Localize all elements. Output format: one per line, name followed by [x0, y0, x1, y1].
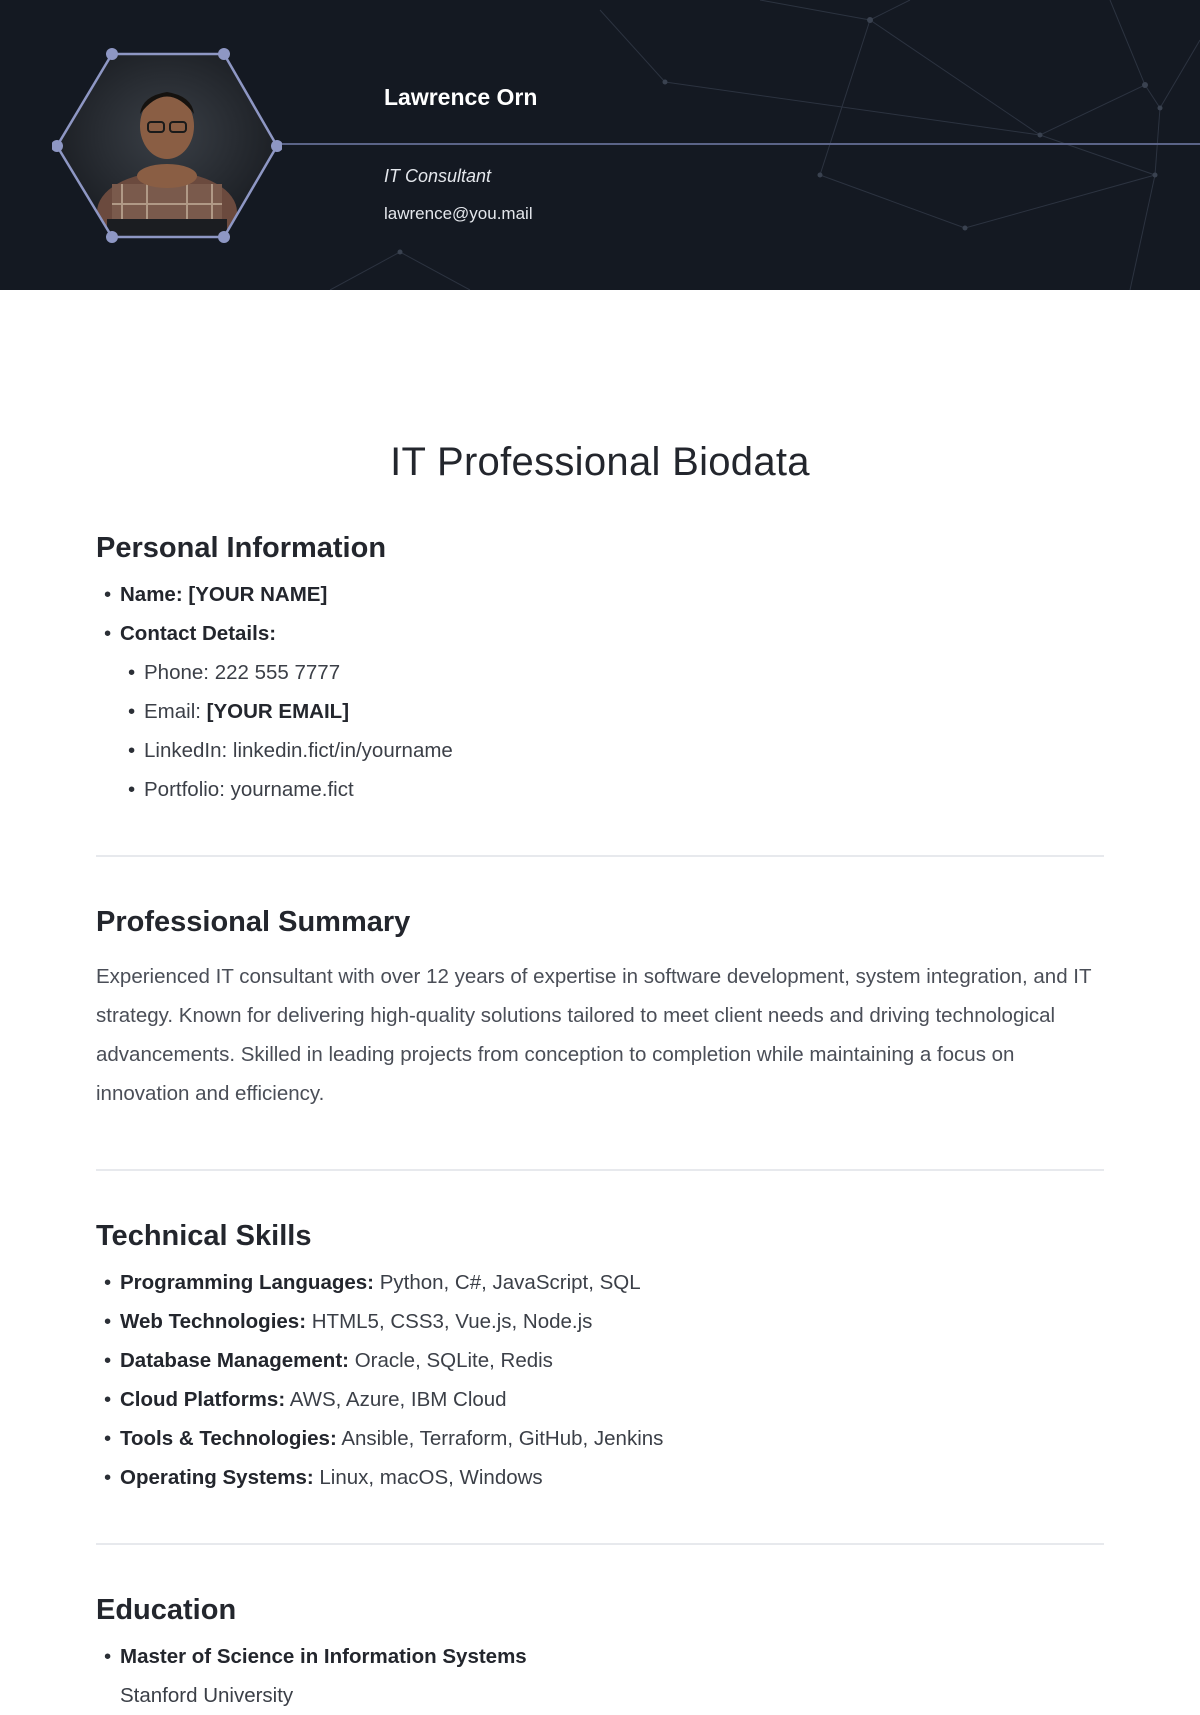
portfolio-label: Portfolio: — [144, 778, 225, 801]
skill-value: Ansible, Terraform, GitHub, Jenkins — [341, 1427, 664, 1450]
profile-photo-frame — [52, 44, 282, 246]
section-divider — [96, 1169, 1104, 1171]
skill-label: Web Technologies: — [120, 1310, 307, 1333]
document-body — [0, 290, 1200, 1707]
linkedin-value: linkedin.fict/in/yourname — [232, 739, 453, 762]
section-heading: Personal Information — [96, 532, 387, 564]
section-divider — [96, 1543, 1104, 1545]
skills-list — [96, 1263, 1104, 1497]
phone-label: Phone: — [144, 661, 209, 684]
skill-label: Tools & Technologies: — [120, 1427, 337, 1450]
education-list — [96, 1637, 1104, 1676]
list-item — [96, 1263, 1104, 1302]
header-banner — [0, 0, 1200, 290]
skill-value: Oracle, SQLite, Redis — [354, 1349, 553, 1372]
list-item — [96, 1341, 1104, 1380]
list-item — [96, 575, 1104, 614]
name-label: Name: — [120, 583, 183, 606]
section-heading: Education — [96, 1594, 237, 1626]
header-name: Lawrence Orn — [384, 84, 538, 110]
list-item — [96, 1302, 1104, 1341]
technical-skills-section — [96, 1220, 1104, 1497]
skill-label: Operating Systems: — [120, 1466, 314, 1489]
contact-details-label: Contact Details: — [120, 622, 277, 645]
skill-value: AWS, Azure, IBM Cloud — [289, 1388, 507, 1411]
avatar — [52, 44, 282, 246]
list-item — [96, 1458, 1104, 1497]
skill-value: Linux, macOS, Windows — [319, 1466, 543, 1489]
summary-text: Experienced IT consultant with over 12 years of expertise in software development, system integration, and IT strategy. Known for delivering high-quality solutions tailored to meet client needs and driving technological advancements. Skilled in leading projects from conception to completion while maintaining a focus on innovation and efficiency. — [96, 965, 1092, 1105]
personal-information-section — [96, 532, 1104, 809]
header-job-title: IT Consultant — [384, 166, 492, 186]
email-label: Email: — [144, 700, 201, 723]
professional-summary-section — [96, 906, 1104, 1113]
section-heading: Professional Summary — [96, 906, 411, 938]
linkedin-label: LinkedIn: — [144, 739, 228, 762]
skill-label: Database Management: — [120, 1349, 349, 1372]
skill-label: Programming Languages: — [120, 1271, 375, 1294]
document-title: IT Professional Biodata — [390, 440, 810, 484]
email-value: [YOUR EMAIL] — [206, 700, 350, 723]
list-item — [96, 770, 1104, 809]
header-email: lawrence@you.mail — [384, 204, 533, 223]
name-value: [YOUR NAME] — [188, 583, 328, 606]
list-item — [96, 1380, 1104, 1419]
skill-label: Cloud Platforms: — [120, 1388, 286, 1411]
school-name: Stanford University — [120, 1684, 294, 1707]
list-item — [96, 1419, 1104, 1458]
list-item — [96, 692, 1104, 731]
list-item — [96, 731, 1104, 770]
education-section — [96, 1594, 1104, 1715]
section-heading: Technical Skills — [96, 1220, 312, 1252]
skill-value: HTML5, CSS3, Vue.js, Node.js — [311, 1310, 593, 1333]
list-item — [96, 653, 1104, 692]
list-item — [96, 614, 1104, 653]
phone-value: 222 555 7777 — [214, 661, 341, 684]
skill-value: Python, C#, JavaScript, SQL — [379, 1271, 641, 1294]
section-divider — [96, 855, 1104, 857]
degree-name: Master of Science in Information Systems — [120, 1645, 527, 1668]
list-item — [96, 1637, 1104, 1676]
personal-info-list — [96, 575, 1104, 653]
contact-details-list — [96, 653, 1104, 809]
portfolio-value: yourname.fict — [230, 778, 354, 801]
